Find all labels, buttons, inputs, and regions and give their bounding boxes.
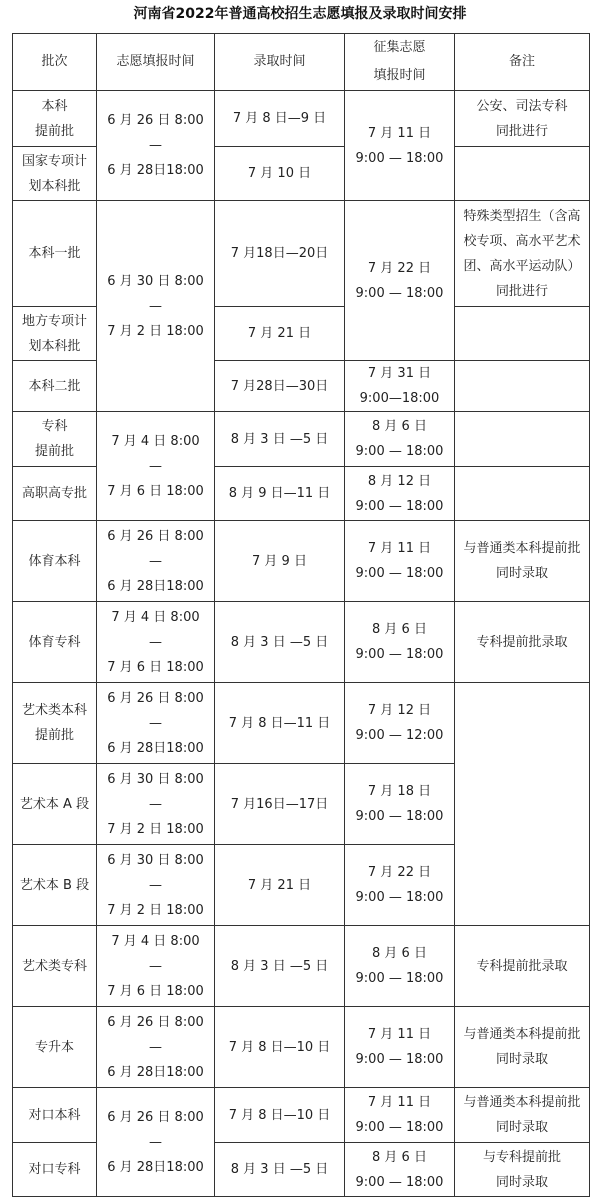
batch-line: 提前批 (34, 123, 74, 139)
note-cell (455, 412, 590, 467)
collect-line: 9:00 — 18:00 (355, 1120, 444, 1135)
fill-line: 7 月 4 日 8:00 (111, 933, 200, 949)
admit-time-cell: 8 月 3 日 —5 日 (215, 926, 345, 1007)
note-line: 公安、司法专科 (476, 98, 568, 114)
note-cell (455, 91, 590, 147)
collect-line: 7 月 11 日 (367, 125, 432, 141)
batch-cell: 专升本 (13, 1007, 97, 1088)
admit-time-cell: 7 月28日—30日 (215, 361, 345, 412)
collect-line: 8 月 6 日 (372, 946, 427, 961)
admission-schedule-table (12, 33, 590, 1197)
collect-time-cell (345, 91, 455, 201)
batch-cell: 高职高专批 (13, 467, 97, 521)
batch-line: 地方专项计 (21, 313, 87, 329)
fill-line: — (149, 1134, 162, 1150)
collect-line: 9:00 — 18:00 (355, 1174, 444, 1190)
fill-line: — (149, 1039, 162, 1055)
note-cell (455, 467, 590, 521)
fill-line: 6 月 26 日 8:00 (107, 1109, 204, 1125)
fill-line: 6 月 26 日 8:00 (107, 690, 204, 706)
fill-time-cell (97, 926, 215, 1007)
table-row (13, 926, 590, 1007)
fill-time-cell (97, 602, 215, 683)
note-cell (455, 147, 590, 201)
fill-time-cell (97, 521, 215, 602)
admit-time-cell: 7 月 8 日—10 日 (215, 1007, 345, 1088)
collect-line: 7 月 11 日 (367, 541, 432, 556)
batch-line: 艺术类本科 (21, 703, 87, 718)
fill-line: — (149, 796, 162, 812)
batch-cell: 体育专科 (13, 602, 97, 683)
batch-line: 本科 (41, 98, 68, 114)
admit-time-cell: 8 月 3 日 —5 日 (215, 412, 345, 467)
note-cell (455, 361, 590, 412)
collect-line: 9:00 — 18:00 (355, 285, 444, 301)
fill-line: 7 月 4 日 8:00 (111, 609, 200, 625)
note-line: 与专科提前批 (482, 1149, 561, 1165)
collect-line: 8 月 12 日 (367, 473, 432, 489)
fill-line: 6 月 26 日 8:00 (107, 528, 204, 544)
collect-time-cell (345, 764, 455, 845)
fill-line: — (149, 715, 162, 731)
collect-line: 7 月 31 日 (367, 366, 432, 381)
collect-time-cell (345, 412, 455, 467)
batch-cell: 本科一批 (13, 201, 97, 307)
collect-line: 9:00 — 12:00 (355, 728, 444, 743)
batch-cell (13, 91, 97, 147)
batch-cell: 体育本科 (13, 521, 97, 602)
collect-line: 7 月 22 日 (367, 865, 432, 880)
note-line: 同时录取 (495, 1174, 548, 1190)
note-cell (455, 1088, 590, 1143)
collect-line: 9:00—18:00 (359, 391, 440, 406)
header-fill-time: 志愿填报时间 (97, 34, 215, 91)
admit-time-cell: 8 月 9 日—11 日 (215, 467, 345, 521)
admit-time-cell: 7 月16日—17日 (215, 764, 345, 845)
collect-line: 9:00 — 18:00 (355, 890, 444, 905)
batch-cell: 艺术本 A 段 (13, 764, 97, 845)
note-cell (455, 683, 590, 926)
fill-time-cell (97, 764, 215, 845)
admit-time-cell: 7 月 21 日 (215, 845, 345, 926)
fill-line: 7 月 6 日 18:00 (107, 983, 204, 999)
fill-line: 6 月 28日18:00 (107, 578, 204, 594)
header-collect-line2: 填报时间 (373, 68, 426, 83)
fill-line: 7 月 2 日 18:00 (107, 323, 204, 339)
admit-time-cell: 7 月18日—20日 (215, 201, 345, 307)
fill-line: 6 月 28日18:00 (107, 163, 204, 178)
fill-line: 6 月 30 日 8:00 (107, 273, 204, 289)
collect-time-cell (345, 1007, 455, 1088)
note-line: 同批进行 (495, 283, 548, 299)
note-cell: 专科提前批录取 (455, 926, 590, 1007)
fill-line: 6 月 30 日 8:00 (107, 852, 204, 868)
fill-line: 7 月 2 日 18:00 (107, 821, 204, 837)
fill-line: 7 月 2 日 18:00 (107, 902, 204, 918)
note-cell (455, 1143, 590, 1197)
fill-line: — (149, 458, 162, 474)
collect-line: 9:00 — 18:00 (355, 444, 444, 459)
fill-line: — (149, 958, 162, 974)
note-cell (455, 201, 590, 307)
note-cell (455, 1007, 590, 1088)
collect-time-cell (345, 467, 455, 521)
batch-cell: 艺术本 B 段 (13, 845, 97, 926)
admit-time-cell: 7 月 10 日 (215, 147, 345, 201)
batch-line: 提前批 (34, 444, 74, 459)
note-line: 同时录取 (495, 1120, 548, 1135)
collect-line: 9:00 — 18:00 (355, 1052, 444, 1067)
batch-line: 划本科批 (28, 178, 81, 194)
collect-line: 7 月 18 日 (367, 784, 432, 799)
batch-cell: 对口专科 (13, 1143, 97, 1197)
note-line: 与普通类本科提前批 (463, 1027, 581, 1042)
note-line: 同时录取 (495, 566, 548, 581)
collect-time-cell (345, 602, 455, 683)
collect-line: 9:00 — 18:00 (355, 971, 444, 986)
table-row (13, 91, 590, 147)
header-batch: 批次 (13, 34, 97, 91)
note-cell: 专科提前批录取 (455, 602, 590, 683)
note-line: 同时录取 (495, 1052, 548, 1067)
note-line: 团、高水平运动队） (463, 258, 581, 274)
collect-line: 9:00 — 18:00 (355, 150, 444, 166)
fill-line: 6 月 28日18:00 (107, 1064, 204, 1080)
table-row (13, 1007, 590, 1088)
fill-time-cell (97, 845, 215, 926)
fill-line: — (149, 634, 162, 650)
admit-time-cell: 7 月 8 日—11 日 (215, 683, 345, 764)
collect-time-cell (345, 683, 455, 764)
fill-time-cell (97, 1088, 215, 1197)
header-collect-time (345, 34, 455, 91)
note-line: 校专项、高水平艺术 (463, 233, 581, 249)
collect-line: 8 月 6 日 (372, 1149, 427, 1165)
fill-line: 7 月 6 日 18:00 (107, 659, 204, 675)
admit-time-cell: 7 月 9 日 (215, 521, 345, 602)
collect-time-cell (345, 845, 455, 926)
table-row (13, 201, 590, 307)
fill-line: 6 月 28日18:00 (107, 740, 204, 756)
fill-line: 6 月 28日18:00 (107, 1159, 204, 1175)
collect-line: 9:00 — 18:00 (355, 809, 444, 824)
page-title: 河南省2022年普通高校招生志愿填报及录取时间安排 (133, 6, 467, 22)
collect-time-cell (345, 361, 455, 412)
collect-line: 9:00 — 18:00 (355, 498, 444, 514)
table-row (13, 1088, 590, 1143)
fill-line: — (149, 553, 162, 569)
fill-line: 6 月 30 日 8:00 (107, 771, 204, 787)
collect-time-cell (345, 926, 455, 1007)
fill-time-cell (97, 201, 215, 412)
note-cell (455, 307, 590, 361)
admit-time-cell: 7 月 8 日—10 日 (215, 1088, 345, 1143)
collect-time-cell (345, 201, 455, 361)
collect-line: 7 月 11 日 (367, 1095, 432, 1110)
collect-line: 7 月 11 日 (367, 1027, 432, 1042)
admit-time-cell: 7 月 8 日—9 日 (215, 91, 345, 147)
table-row (13, 521, 590, 602)
collect-time-cell (345, 1143, 455, 1197)
fill-time-cell (97, 91, 215, 201)
fill-time-cell (97, 1007, 215, 1088)
batch-line: 划本科批 (28, 338, 81, 354)
batch-cell (13, 147, 97, 201)
header-note: 备注 (455, 34, 590, 91)
fill-line: — (149, 138, 162, 153)
collect-time-cell (345, 1088, 455, 1143)
fill-line: — (149, 877, 162, 893)
collect-line: 9:00 — 18:00 (355, 566, 444, 581)
admit-time-cell: 8 月 3 日 —5 日 (215, 1143, 345, 1197)
batch-cell (13, 683, 97, 764)
note-line: 与普通类本科提前批 (463, 1095, 581, 1110)
batch-cell (13, 307, 97, 361)
note-line: 与普通类本科提前批 (463, 541, 581, 556)
note-line: 同批进行 (495, 123, 548, 139)
header-admit-time: 录取时间 (215, 34, 345, 91)
batch-line: 专科 (41, 419, 68, 434)
fill-time-cell (97, 683, 215, 764)
collect-line: 7 月 22 日 (367, 260, 432, 276)
collect-line: 8 月 6 日 (372, 419, 427, 434)
batch-cell: 对口本科 (13, 1088, 97, 1143)
batch-line: 提前批 (34, 728, 74, 743)
table-row (13, 683, 590, 764)
table-row (13, 412, 590, 467)
header-collect-line1: 征集志愿 (373, 40, 426, 55)
fill-line: 7 月 6 日 18:00 (107, 483, 204, 499)
collect-line: 7 月 12 日 (367, 703, 432, 718)
fill-line: — (149, 298, 162, 314)
fill-line: 6 月 26 日 8:00 (107, 113, 204, 128)
fill-line: 6 月 26 日 8:00 (107, 1014, 204, 1030)
batch-line: 国家专项计 (21, 153, 87, 169)
admit-time-cell: 8 月 3 日 —5 日 (215, 602, 345, 683)
fill-time-cell (97, 412, 215, 521)
table-row (13, 602, 590, 683)
admit-time-cell: 7 月 21 日 (215, 307, 345, 361)
collect-line: 9:00 — 18:00 (355, 647, 444, 662)
batch-cell: 艺术类专科 (13, 926, 97, 1007)
batch-cell: 本科二批 (13, 361, 97, 412)
batch-cell (13, 412, 97, 467)
fill-line: 7 月 4 日 8:00 (111, 433, 200, 449)
collect-time-cell (345, 521, 455, 602)
note-cell (455, 521, 590, 602)
note-line: 特殊类型招生（含高 (463, 208, 581, 224)
table-header-row (13, 34, 590, 91)
collect-line: 8 月 6 日 (372, 622, 427, 637)
